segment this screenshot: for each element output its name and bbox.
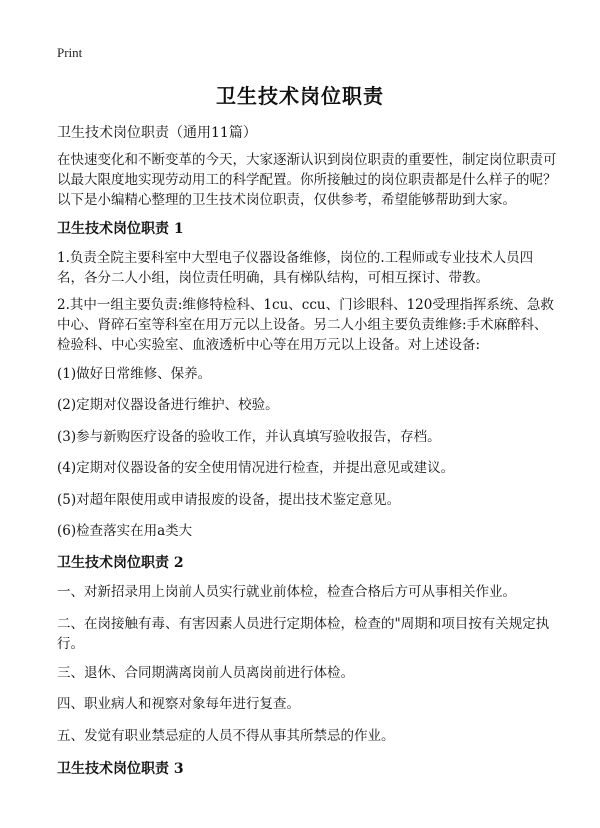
page-title: 卫生技术岗位职责	[216, 84, 384, 108]
section1-item-7: (5)对超年限使用或申请报废的设备，提出技术鉴定意见。	[57, 492, 401, 508]
section1-item-6: (4)定期对仪器设备的安全使用情况进行检查，并提出意见或建议。	[57, 460, 455, 476]
intro-paragraph: 在快速变化和不断变革的今天，大家逐渐认识到岗位职责的重要性，制定岗位职责可以最大限度地实现劳动用工的科学配置。你所接触过的岗位职责都是什么样子的呢？以下是小编精心整理的卫生技术岗位职责，仅供参考，希望能够帮助到大家。	[57, 152, 557, 208]
section1-item-8: (6)检查落实在用a类大	[57, 523, 193, 539]
section1-item-2: 2.其中一组主要负责:维修特检科、1cu、ccu、门诊眼科、120受理指挥系统、急救中心、肾碎石室等科室在用万元以上设备。另二人小组主要负责维修:手术麻醉科、检验科、中心实验室、血液透析中心等在用万元以上设备。对上述设备:	[57, 297, 554, 353]
section2-item-2: 二、在岗接触有毒、有害因素人员进行定期体检，检查的"周期和项目按有关规定执行。	[57, 616, 550, 652]
section1-item-4: (2)定期对仪器设备进行维护、校验。	[57, 397, 279, 413]
section2-item-1: 一、对新招录用上岗前人员实行就业前体检，检查合格后方可从事相关作业。	[57, 584, 516, 600]
section2-item-3: 三、退休、合同期满离岗前人员离岗前进行体检。	[57, 665, 354, 681]
section-heading-3: 卫生技术岗位职责 3	[57, 761, 184, 777]
section-heading-1: 卫生技术岗位职责 1	[57, 221, 184, 237]
section-heading-2: 卫生技术岗位职责 2	[57, 555, 184, 571]
section2-item-4: 四、职业病人和视察对象每年进行复查。	[57, 696, 300, 712]
section1-item-5: (3)参与新购医疗设备的验收工作，并认真填写验收报告，存档。	[57, 429, 441, 445]
section2-item-5: 五、发觉有职业禁忌症的人员不得从事其所禁忌的作业。	[57, 728, 395, 744]
print-link[interactable]: Print	[57, 45, 83, 60]
section1-item-3: (1)做好日常维修、保养。	[57, 366, 212, 382]
document-subtitle: 卫生技术岗位职责（通用11篇）	[57, 125, 257, 141]
section1-item-1: 1.负责全院主要科室中大型电子仪器设备维修，岗位的.工程师或专业技术人员四名，各分二人小组，岗位责任明确，具有梯队结构，可相互探讨、带教。	[57, 250, 534, 286]
